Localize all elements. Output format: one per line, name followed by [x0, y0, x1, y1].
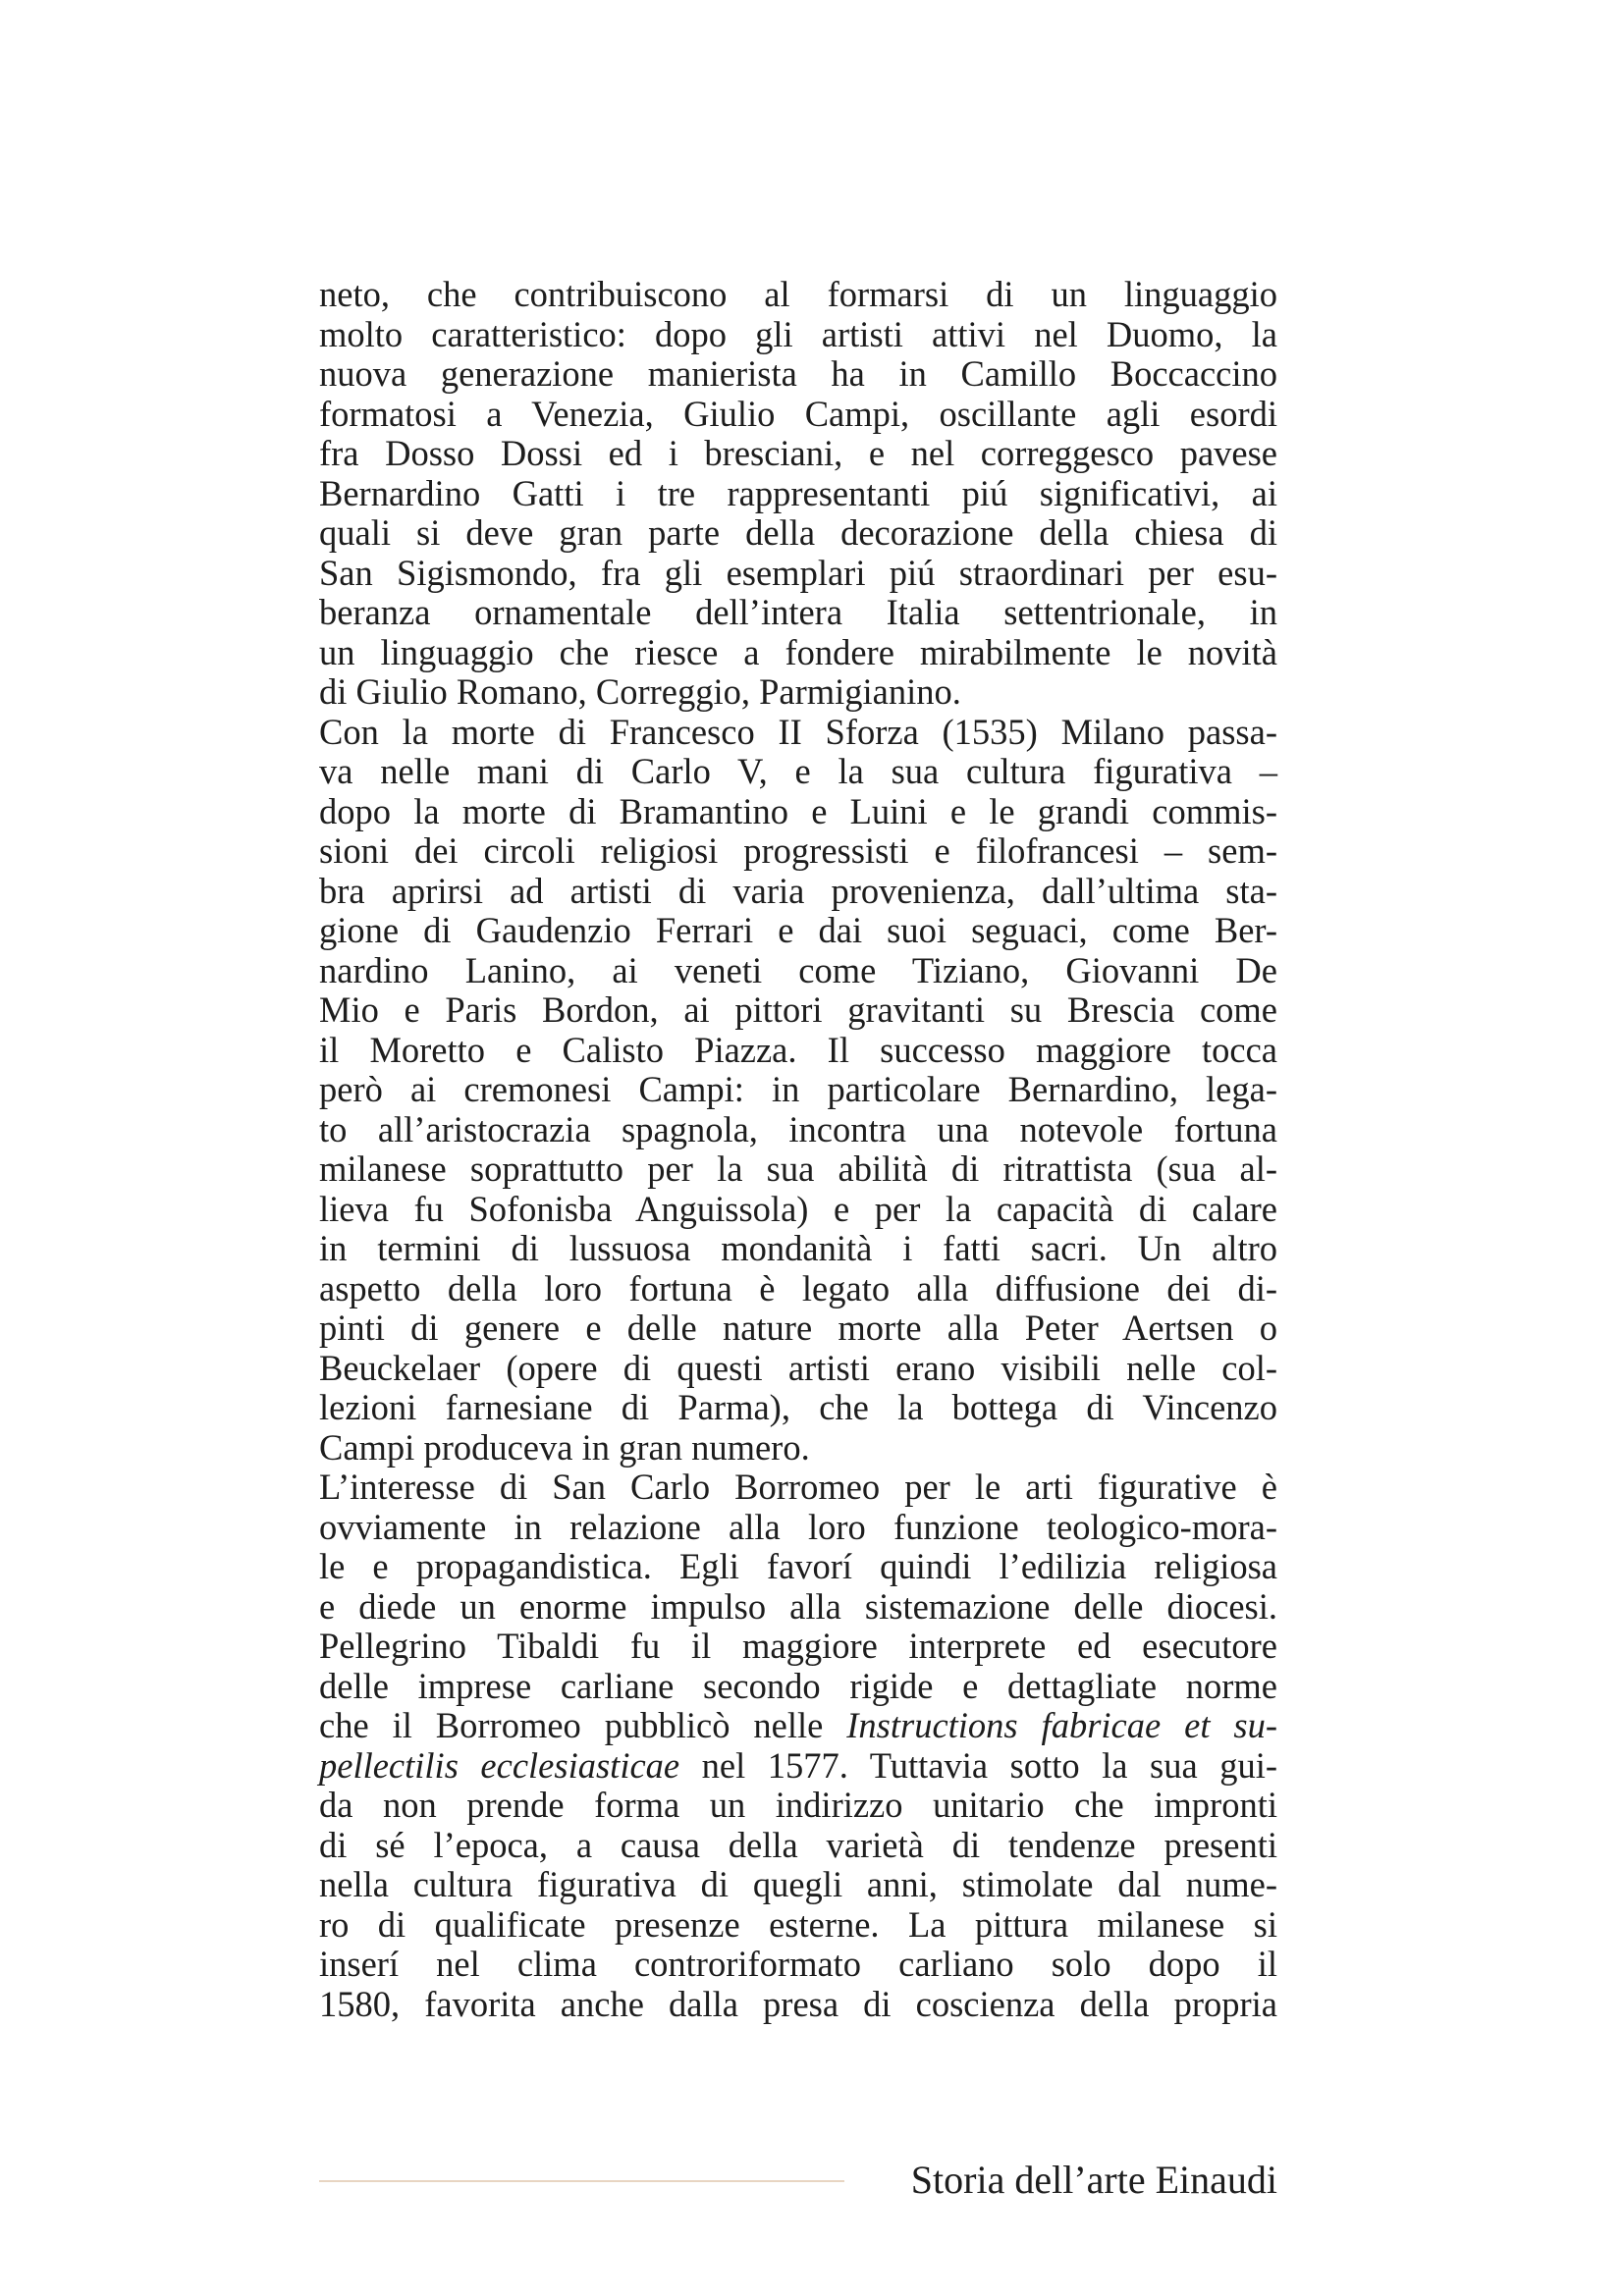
text-line: Con la morte di Francesco II Sforza (1535) Milano passa-: [319, 711, 1277, 752]
text-fragment: che il Borromeo pubblicò nelle: [319, 1705, 847, 1745]
text-line: Bernardino Gatti i tre rappresentanti piú significativi, ai: [319, 472, 1277, 513]
text-line: il Moretto e Calisto Piazza. Il successo maggiore tocca: [319, 1029, 1277, 1070]
text-line: sioni dei circoli religiosi progressisti e filofrancesi – sem-: [319, 830, 1277, 871]
text-line: gione di Gaudenzio Ferrari e dai suoi seguaci, come Ber-: [319, 910, 1277, 950]
text-line: aspetto della loro fortuna è legato alla diffusione dei di-: [319, 1267, 1277, 1308]
text-line: ovviamente in relazione alla loro funzione teologico-mora-: [319, 1506, 1277, 1547]
text-line: le e propagandistica. Egli favorí quindi l’edilizia religiosa: [319, 1546, 1277, 1586]
text-line: e diede un enorme impulso alla sistemazione delle diocesi.: [319, 1585, 1277, 1627]
book-title-italic: pellectilis ecclesiasticae: [319, 1744, 680, 1786]
text-line: L’interesse di San Carlo Borromeo per le arti figurative è: [319, 1467, 1277, 1507]
text-line: di sé l’epoca, a causa della varietà di tendenze presenti: [319, 1824, 1277, 1865]
text-line: Beuckelaer (opere di questi artisti erano visibili nelle col-: [319, 1347, 1277, 1388]
text-line: 1580, favorita anche dalla presa di coscienza della propria: [319, 1983, 1277, 2024]
text-line: bra aprirsi ad artisti di varia provenienza, dall’ultima sta-: [319, 870, 1277, 911]
text-line: Campi produceva in gran numero.: [319, 1426, 810, 1468]
text-line: un linguaggio che riesce a fondere mirabilmente le novità: [319, 631, 1277, 672]
text-line: molto caratteristico: dopo gli artisti attivi nel Duomo, la: [319, 313, 1277, 354]
text-fragment: nel 1577. Tuttavia sotto la sua gui-: [679, 1744, 1277, 1786]
text-line: beranza ornamentale dell’intera Italia settentrionale, in: [319, 592, 1277, 632]
text-line: nella cultura figurativa di quegli anni, stimolate dal nume-: [319, 1864, 1277, 1904]
body-text: [319, 275, 1277, 2024]
text-line: Pellegrino Tibaldi fu il maggiore interprete ed esecutore: [319, 1626, 1277, 1666]
text-line: delle imprese carliane secondo rigide e dettagliate norme: [319, 1665, 1277, 1706]
text-line: da non prende forma un indirizzo unitario che impronti: [319, 1785, 1277, 1825]
text-line: nuova generazione manierista ha in Camillo Boccaccino: [319, 353, 1277, 394]
text-line: nardino Lanino, ai veneti come Tiziano, Giovanni De: [319, 949, 1277, 990]
paragraph-3: [319, 1468, 1277, 2024]
text-line: milanese soprattutto per la sua abilità di ritrattista (sua al-: [319, 1148, 1277, 1189]
text-line: San Sigismondo, fra gli esemplari piú straordinari per esu-: [319, 552, 1277, 593]
text-line: però ai cremonesi Campi: in particolare Bernardino, lega-: [319, 1069, 1277, 1109]
paragraph-1: [319, 275, 1277, 713]
text-line: lezioni farnesiane di Parma), che la bottega di Vincenzo: [319, 1387, 1277, 1427]
text-line: inserí nel clima controriformato carliano solo dopo il: [319, 1944, 1277, 1984]
text-line: lieva fu Sofonisba Anguissola) e per la capacità di calare: [319, 1188, 1277, 1229]
footer-rule: [319, 2180, 844, 2182]
paragraph-2: [319, 713, 1277, 1468]
text-line: di Giulio Romano, Correggio, Parmigianino.: [319, 671, 961, 712]
text-line: va nelle mani di Carlo V, e la sua cultura figurativa –: [319, 751, 1277, 791]
text-line-with-title: [319, 1746, 1277, 1787]
text-line: in termini di lussuosa mondanità i fatti sacri. Un altro: [319, 1228, 1277, 1268]
footer-title: Storia dell’arte Einaudi: [910, 2158, 1277, 2202]
book-title-italic: Instructions fabricae et su-: [846, 1705, 1277, 1745]
text-line: fra Dosso Dossi ed i bresciani, e nel correggesco pavese: [319, 433, 1277, 473]
text-line-with-title: [319, 1706, 1277, 1746]
text-line: dopo la morte di Bramantino e Luini e le grandi commis-: [319, 790, 1277, 831]
text-line: to all’aristocrazia spagnola, incontra una notevole fortuna: [319, 1108, 1277, 1149]
text-line: formatosi a Venezia, Giulio Campi, oscillante agli esordi: [319, 393, 1277, 434]
text-line: neto, che contribuiscono al formarsi di un linguaggio: [319, 274, 1277, 314]
text-line: ro di qualificate presenze esterne. La pittura milanese si: [319, 1903, 1277, 1945]
text-line: pinti di genere e delle nature morte alla Peter Aertsen o: [319, 1308, 1277, 1348]
text-line: Mio e Paris Bordon, ai pittori gravitanti su Brescia come: [319, 989, 1277, 1030]
text-line: quali si deve gran parte della decorazione della chiesa di: [319, 512, 1277, 553]
